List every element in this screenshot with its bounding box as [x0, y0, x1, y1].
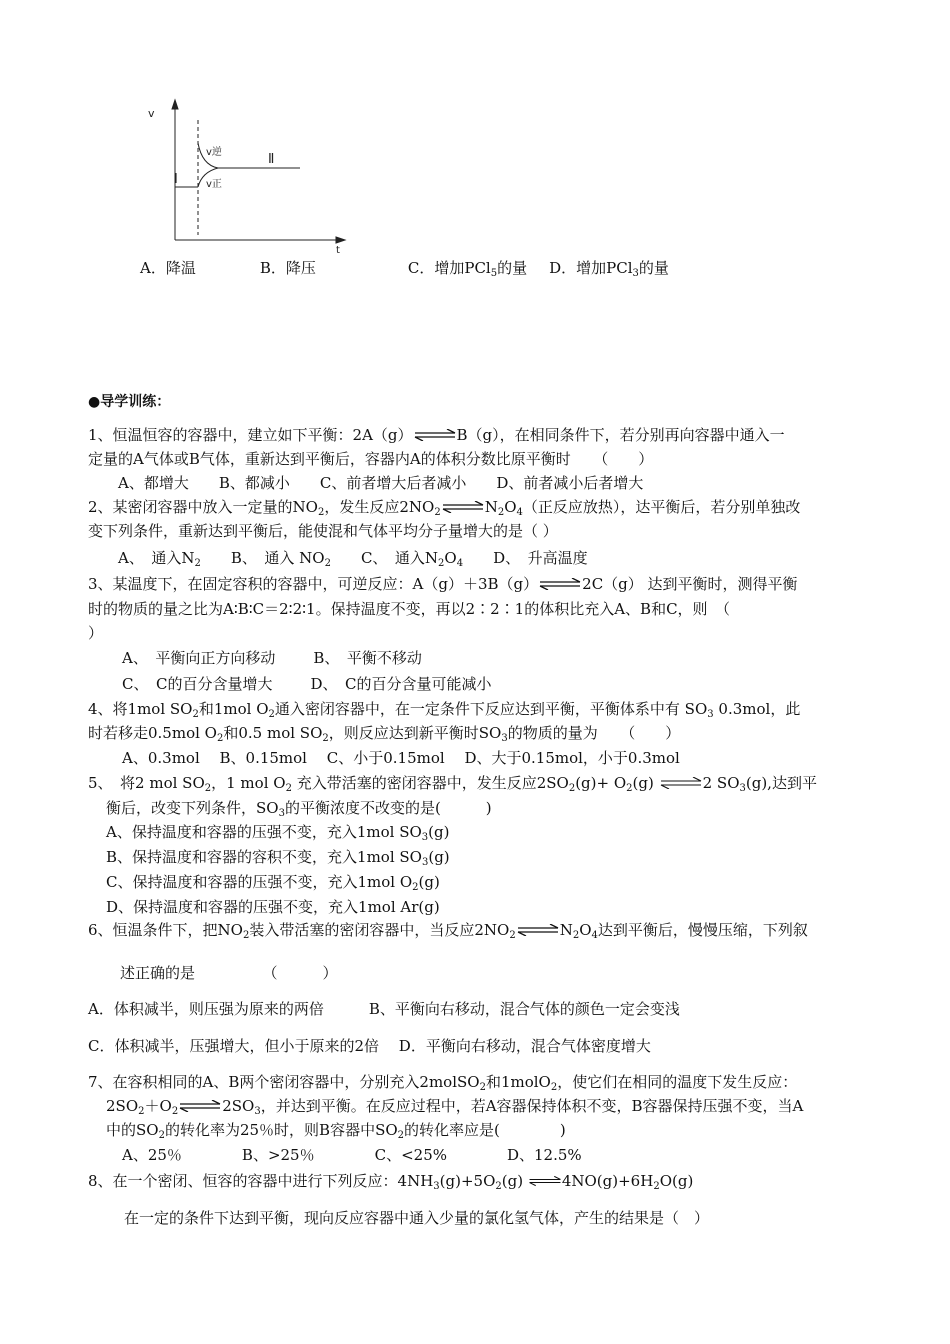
q1-line-2: 定量的A气体或B气体，重新达到平衡后，容器内A的体积分数比原平衡时 （ ） — [88, 450, 654, 468]
q6-line-2: 述正确的是 （ ） — [120, 964, 338, 982]
equilibrium-arrow-icon — [441, 501, 485, 513]
graph-option-c: C．增加PCl$_5$的量 — [407, 259, 528, 279]
region-1-label: Ⅰ — [174, 172, 178, 187]
q3-line-3: ） — [88, 624, 104, 642]
v-reverse-label: v逆 — [206, 147, 222, 158]
q7-line-3: 中的$SO_2$的转化率为25％时，则B容器中$SO_2$的转化率应是( ) — [106, 1121, 566, 1141]
v-forward-label: v正 — [206, 179, 222, 190]
y-axis-label: v — [148, 107, 155, 120]
q6-options-row-2: C．体积减半，压强增大，但小于原来的2倍 D．平衡向右移动，混合气体密度增大 — [88, 1037, 651, 1055]
equilibrium-arrow-icon — [528, 1175, 562, 1187]
q3-line-1: 3、某温度下，在固定容积的容器中，可逆反应：A（g）＋3B（g） 2C（g） 达到平衡时，测得平衡 — [88, 575, 798, 593]
section-heading — [88, 392, 170, 412]
q7-options: A、25％ B、>25％ C、<25% D、12.5% — [122, 1146, 582, 1164]
q5-line-1: 5、 将2 mol $SO_2$，1 mol $O_2$ 充入带活塞的密闭容器中，发生反应$2SO_2(g)+ O_2(g)$ 2 $SO_3(g)$,达到平 — [88, 774, 817, 794]
q2-line-1: 2、某密闭容器中放入一定量的$NO_2$，发生反应$2NO_2$ $N_2O_4$（正反应放热），达平衡后，若分别单独改 — [88, 498, 801, 518]
q8-line-2: 在一定的条件下达到平衡，现向反应容器中通入少量的氯化氢气体，产生的结果是（ ） — [124, 1209, 710, 1227]
q4-line-1: 4、将1mol $SO_2$和1mol $O_2$通入密闭容器中，在一定条件下反应达到平衡，平衡体系中有 $SO_3$ 0.3mol，此 — [88, 700, 801, 720]
q6-options-row-1: A．体积减半，则压强为原来的两倍 B、平衡向右移动，混合气体的颜色一定会变浅 — [88, 1000, 680, 1018]
bullet-icon: ● — [88, 394, 101, 410]
q3-options-row-2 — [122, 674, 491, 694]
q3-line-2: 时的物质的量之比为A∶B∶C＝2∶2∶1。保持温度不变，再以2∶2∶1的体积比充入A、B和C，则 （ — [88, 600, 731, 618]
equilibrium-arrow-icon — [659, 777, 703, 789]
q1-line-1: 1、恒温恒容的容器中，建立如下平衡：2A（g） B（g），在相同条件下，若分别再向容器中通入一 — [88, 426, 785, 444]
y-axis-arrow — [172, 100, 178, 109]
q6-line-1: 6、恒温条件下，把$NO_2$装入带活塞的密闭容器中，当反应$2NO_2$ $N_2O_4$达到平衡后，慢慢压缩，下列叙 — [88, 921, 808, 941]
q4-line-2: 时若移走0.5mol $O_2$和0.5 mol $SO_2$，则反应达到新平衡时$SO_3$的物质的量为 （ ） — [88, 724, 681, 744]
q1-options: A、都增大 B、都减小 C、前者增大后者减小 D、前者减小后者增大 — [118, 474, 644, 492]
region-2-label: Ⅱ — [268, 152, 275, 167]
q3-option-a: A、 平衡向正方向移动 — [122, 649, 276, 667]
velocity-time-graph — [140, 95, 360, 255]
q3-option-d: D、 C的百分含量可能减小 — [310, 675, 492, 693]
q3-option-b: B、 平衡不移动 — [313, 649, 422, 667]
x-axis-arrow — [336, 237, 345, 243]
graph-options — [140, 258, 669, 284]
q2-option-a: A、 通入$N_2$ — [118, 549, 201, 569]
q5-option-b: B、保持温度和容器的容积不变，充入1mol $SO_3(g)$ — [106, 848, 450, 868]
q3-option-c: C、 C的百分含量增大 — [122, 675, 273, 693]
q2-option-d: D、 升高温度 — [493, 549, 588, 567]
equilibrium-arrow-icon — [413, 429, 457, 441]
q2-options — [118, 548, 588, 574]
q5-line-2: 衡后，改变下列条件，$SO_3$的平衡浓度不改变的是( ) — [106, 799, 492, 819]
q5-option-d: D、保持温度和容器的压强不变，充入1mol Ar(g) — [106, 898, 440, 916]
graph-option-d: D．增加PCl$_3$的量 — [549, 259, 669, 279]
q4-options: A、0.3mol B、0.15mol C、小于0.15mol D、大于0.15mol，小于0.3mol — [122, 749, 680, 767]
section-title: 导学训练： — [100, 394, 171, 410]
equilibrium-arrow-icon — [178, 1100, 222, 1112]
q2-option-b: B、 通入 $NO_2$ — [230, 549, 331, 569]
q2-option-c: C、 通入$N_2O_4$ — [360, 549, 464, 569]
q3-options-row-1 — [122, 648, 422, 668]
q5-option-c: C、保持温度和容器的压强不变，充入1mol $O_2(g)$ — [106, 873, 440, 893]
equilibrium-arrow-icon — [516, 924, 560, 936]
q7-line-2: $2SO_2+O_2$ $2SO_3$，并达到平衡。在反应过程中，若A容器保持体积不变，B容器保持压强不变，当A — [106, 1097, 804, 1117]
equilibrium-arrow-icon — [538, 578, 582, 590]
q5-option-a: A、保持温度和容器的压强不变，充入1mol $SO_3(g)$ — [106, 823, 450, 843]
q7-line-1: 7、在容积相同的A、B两个密闭容器中，分别充入2molSO$_2$和1molO$_2$，使它们在相同的温度下发生反应： — [88, 1073, 798, 1093]
q8-line-1: 8、在一个密闭、恒容的容器中进行下列反应：$4NH_3(g)+5O_2(g)$ $4NO(g)+6H_2O(g)$ — [88, 1172, 694, 1192]
q2-line-2: 变下列条件，重新达到平衡后，能使混和气体平均分子量增大的是（ ） — [88, 522, 558, 540]
x-axis-label: t — [336, 245, 340, 255]
graph-option-a: A．降温 — [140, 259, 196, 277]
graph-option-b: B．降压 — [259, 259, 316, 277]
